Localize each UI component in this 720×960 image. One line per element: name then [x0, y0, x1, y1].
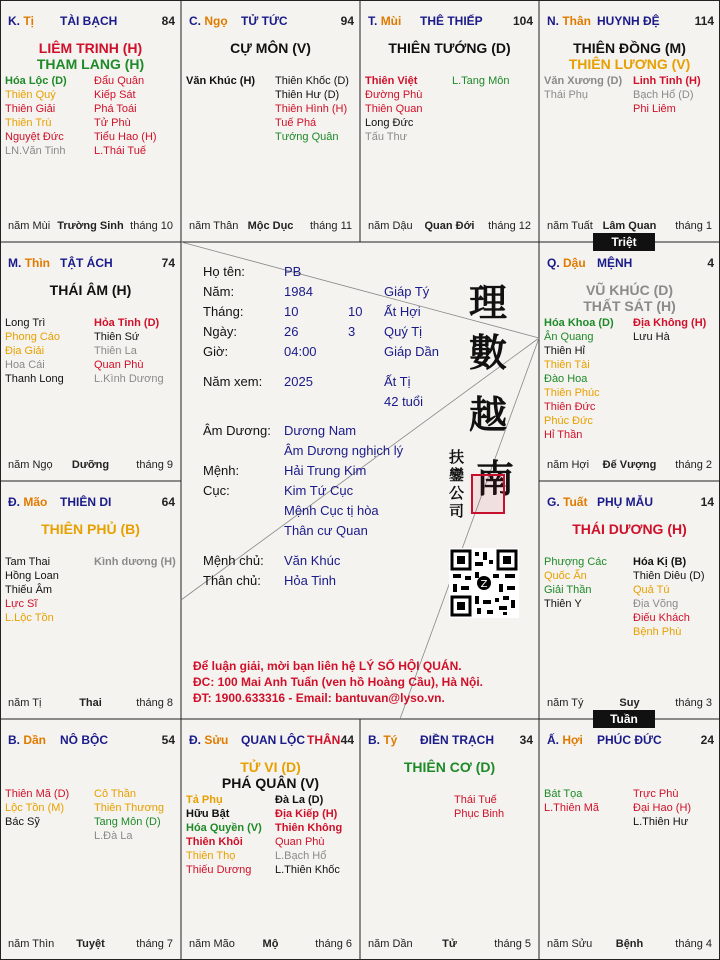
minor-star: Thiên Giải: [5, 103, 56, 115]
minor-star: Phong Cáo: [5, 331, 61, 343]
minor-star: Bệnh Phù: [633, 626, 682, 638]
calligraphy-char-2: 數: [469, 330, 508, 375]
minor-star: L.Đà La: [94, 830, 133, 842]
minor-star: Thiếu Dương: [186, 864, 252, 876]
cell-branch: [547, 733, 583, 747]
life-phase: Suy: [619, 697, 640, 709]
center-info: [181, 242, 539, 718]
left-star-list: [544, 555, 607, 611]
minor-star: Đại Hao (H): [633, 802, 692, 814]
minor-star: Ân Quang: [544, 331, 594, 343]
main-star: THÁI DƯƠNG (H): [572, 521, 687, 537]
minor-star: Hỉ Thần: [544, 429, 583, 441]
minor-star: Thiên Việt: [365, 75, 418, 87]
minor-star: Cô Thần: [94, 788, 136, 800]
branch-name: Dần: [23, 733, 47, 747]
branch-label: Q.: [547, 256, 560, 270]
cuc-value: Kim Tứ Cục: [284, 483, 354, 498]
minor-star: Thiếu Âm: [5, 584, 53, 596]
minor-star: L.Bạch Hổ: [275, 850, 327, 862]
than-chu-value: Hỏa Tinh: [284, 573, 337, 588]
minor-star: Hóa Lộc (D): [5, 75, 67, 87]
branch-label: Ấ.: [547, 733, 559, 747]
palace-cell-ngo: [181, 0, 360, 242]
minor-star: L.Kình Dương: [94, 373, 164, 385]
left-star-list: [186, 74, 255, 88]
major-period-number: 34: [519, 733, 533, 747]
cell-footer: [181, 938, 360, 952]
major-period-number: 24: [700, 733, 714, 747]
minor-star: Quốc Ấn: [544, 570, 587, 582]
branch-name: Ngọ: [204, 14, 228, 28]
can-chi-value: Ất Tị: [384, 374, 411, 389]
minor-star: Long Đức: [365, 117, 414, 129]
palace-name: TỬ TỨC: [241, 14, 288, 28]
cell-month: tháng 7: [136, 938, 173, 950]
minor-star: Long Trì: [5, 317, 46, 329]
minor-star: L.Lộc Tồn: [5, 612, 54, 624]
branch-name: Hợi: [562, 733, 583, 747]
info-label: Tháng:: [203, 304, 244, 319]
svg-text:Z: Z: [480, 579, 488, 590]
main-star: THAM LANG (H): [36, 56, 145, 72]
cell-year: năm Ngọ: [8, 459, 53, 471]
cell-month: tháng 3: [675, 697, 712, 709]
major-period-number: 114: [694, 14, 714, 28]
minor-star: Phá Toái: [94, 103, 137, 115]
minor-star: Đào Hoa: [544, 373, 588, 385]
minor-star: L.Thiên Mã: [544, 802, 600, 814]
calligraphy-char-4: 南: [476, 456, 515, 501]
than-chu-label: Thân chủ:: [203, 573, 261, 588]
left-star-list: [544, 316, 614, 442]
minor-star: Hóa Kị (B): [633, 556, 687, 568]
minor-star: Lưu Hà: [633, 331, 670, 343]
cell-branch: [189, 733, 228, 747]
minor-star: Kình dương (H): [94, 556, 176, 568]
left-star-list: [544, 74, 622, 102]
minor-star: Thiên La: [94, 345, 137, 357]
cuc-label: Cục:: [203, 483, 230, 498]
main-star: VŨ KHÚC (D): [585, 282, 674, 298]
palace-name: NÔ BỘC: [60, 733, 108, 747]
cell-month: tháng 10: [130, 220, 173, 232]
left-star-list: [5, 555, 59, 625]
lunar-value: 3: [348, 324, 356, 339]
info-label: Năm:: [203, 284, 235, 299]
am-duong-note: Âm Dương nghịch lý: [284, 443, 404, 458]
main-star: CỰ MÔN (V): [230, 40, 311, 56]
minor-star: Quan Phù: [94, 359, 144, 371]
triet-tag: Triệt: [593, 233, 655, 251]
info-value: 1984: [284, 284, 313, 299]
cell-month: tháng 8: [136, 697, 173, 709]
branch-label: N.: [547, 14, 559, 28]
branch-name: Tị: [23, 14, 35, 28]
minor-star: Thiên Hỉ: [544, 345, 585, 357]
minor-star: Nguyệt Đức: [5, 131, 64, 143]
calligraphy-char-1: 理: [469, 280, 508, 325]
minor-star: Hóa Khoa (D): [544, 317, 614, 329]
minor-star: Phúc Đức: [544, 415, 593, 427]
branch-label: T.: [368, 14, 378, 28]
branch-name: Mão: [23, 495, 48, 509]
minor-star: Linh Tinh (H): [633, 75, 701, 87]
palace-cell-than: [539, 0, 720, 242]
major-period-number: 104: [512, 14, 533, 28]
minor-star: Lộc Tồn (M): [5, 802, 65, 814]
palace-cell-ti: [0, 0, 181, 242]
contact-line-2: ĐC: 100 Mai Anh Tuấn (ven hồ Hoàng Cầu), Hà Nội.: [193, 675, 484, 689]
minor-star: Thiên Khôi: [186, 836, 243, 848]
cell-month: tháng 11: [309, 220, 352, 232]
minor-star: Hỏa Tinh (D): [94, 317, 160, 329]
palace-name: THIÊN DI: [60, 495, 112, 509]
branch-name: Thìn: [24, 256, 51, 270]
can-chi-value: Ất Hợi: [384, 304, 421, 319]
cell-branch: [8, 256, 50, 270]
cell-year: năm Thìn: [8, 938, 55, 950]
tuan-tag: Tuần: [593, 710, 655, 728]
minor-star: Đường Phù: [365, 89, 423, 101]
minor-star: Phục Binh: [454, 808, 505, 820]
cell-branch: [189, 14, 228, 28]
life-phase: Thai: [79, 697, 102, 709]
life-phase: Trường Sinh: [57, 220, 124, 232]
cell-footer: [0, 459, 181, 473]
minor-star: Bạch Hổ (D): [633, 89, 694, 101]
info-value: 04:00: [284, 344, 317, 359]
minor-star: Tang Môn (D): [94, 816, 161, 828]
cell-footer: [360, 938, 539, 952]
cell-year: năm Tị: [8, 697, 42, 709]
minor-star: Bát Tọa: [544, 788, 583, 800]
palace-name: HUYNH ĐỆ: [597, 14, 660, 28]
cell-footer: [181, 220, 360, 234]
minor-star: Văn Khúc (H): [186, 75, 256, 87]
life-phase: Đế Vượng: [602, 459, 657, 471]
palace-name: TÀI BẠCH: [60, 14, 118, 28]
branch-label: G.: [547, 495, 560, 509]
cell-year: năm Sửu: [547, 938, 593, 950]
major-period-number: 64: [161, 495, 175, 509]
major-period-number: 74: [161, 256, 175, 270]
minor-star: L.Thiên Khốc: [275, 864, 340, 876]
palace-cell-mao: [0, 481, 181, 719]
minor-star: Thiên Tài: [544, 359, 590, 371]
minor-star: Phượng Các: [544, 556, 607, 568]
major-period-number: 84: [161, 14, 175, 28]
info-label: Giờ:: [203, 344, 229, 359]
minor-star: Văn Xương (D): [544, 75, 623, 87]
major-period-number: 94: [340, 14, 354, 28]
red-seal: [471, 474, 505, 514]
qr-code-icon: [449, 548, 519, 618]
menh-chu-label: Mệnh chủ:: [203, 553, 264, 568]
right-star-list: [275, 793, 342, 877]
minor-star: Tam Thai: [5, 556, 51, 568]
minor-star: Đẩu Quân: [94, 75, 145, 87]
minor-star: Tử Phù: [94, 117, 131, 129]
minor-star: LN.Văn Tinh: [5, 145, 66, 157]
info-value: 26: [284, 324, 299, 339]
palace-cell-hoi: [539, 719, 720, 960]
palace-cell-thin: [0, 242, 181, 481]
branch-name: Tuất: [563, 495, 588, 509]
cell-branch: [547, 256, 586, 270]
cell-branch: [368, 14, 401, 28]
right-star-list: [94, 787, 164, 843]
info-label: Ngày:: [203, 324, 237, 339]
minor-star: Địa Không (H): [633, 317, 707, 329]
cell-month: tháng 1: [675, 220, 712, 232]
can-chi-value: 42 tuổi: [384, 394, 424, 409]
minor-star: Đà La (D): [275, 794, 324, 806]
life-phase: Lâm Quan: [602, 220, 657, 232]
right-star-list: [633, 787, 691, 829]
cell-year: năm Tý: [547, 697, 584, 709]
branch-name: Mùi: [380, 14, 402, 28]
cell-footer: [539, 697, 720, 711]
can-chi-value: Quý Tị: [384, 324, 423, 339]
cell-branch: [8, 495, 47, 509]
minor-star: Thiên Quan: [365, 103, 423, 115]
minor-star: Thiên Y: [544, 598, 582, 610]
palace-cell-dan: [0, 719, 181, 960]
branch-name: Tý: [383, 733, 398, 747]
minor-star: L.Thái Tuế: [94, 145, 146, 157]
cell-month: tháng 12: [488, 220, 531, 232]
can-chi-value: Giáp Tý: [384, 284, 430, 299]
minor-star: Thiên Trù: [5, 117, 52, 129]
minor-star: Tấu Thư: [365, 131, 408, 143]
life-phase: Bệnh: [615, 938, 644, 950]
info-value: 10: [284, 304, 299, 319]
minor-star: Thiên Hình (H): [275, 103, 348, 115]
right-star-list: [454, 793, 504, 821]
main-star: TỬ VI (D): [240, 759, 301, 775]
info-value: 2025: [284, 374, 313, 389]
cell-footer: [0, 697, 181, 711]
minor-star: L.Tang Môn: [452, 75, 510, 87]
minor-star: Địa Võng: [633, 598, 679, 610]
cell-footer: [0, 938, 181, 952]
minor-star: Thái Tuế: [454, 794, 497, 806]
branch-label: B.: [8, 733, 20, 747]
cell-branch: [547, 495, 587, 509]
main-star: THIÊN ĐỒNG (M): [573, 40, 686, 56]
cell-branch: [368, 733, 397, 747]
minor-star: Hữu Bật: [186, 808, 230, 820]
right-star-list: [94, 316, 164, 386]
cell-year: năm Tuất: [547, 220, 593, 232]
menh-label: Mệnh:: [203, 463, 240, 478]
lunar-value: 10: [348, 304, 363, 319]
minor-star: Tiểu Hao (H): [94, 131, 157, 143]
contact-line-3: ĐT: 1900.633316 - Email: bantuvan@lyso.vn.: [193, 691, 445, 705]
palace-cell-dau: [539, 242, 720, 481]
left-star-list: [5, 316, 64, 386]
minor-star: L.Thiên Hư: [633, 816, 689, 828]
palace-name: THÊ THIẾP: [420, 14, 483, 28]
palace-cell-mui: [360, 0, 539, 242]
cell-footer: [0, 220, 181, 234]
minor-star: Hoa Cái: [5, 359, 45, 371]
main-star: PHÁ QUÂN (V): [221, 775, 320, 791]
cell-year: năm Dần: [368, 938, 413, 950]
cell-month: tháng 6: [315, 938, 352, 950]
info-label: Họ tên:: [203, 264, 245, 279]
minor-star: Quan Phù: [275, 836, 325, 848]
branch-label: C.: [189, 14, 201, 28]
minor-star: Thiên Thương: [94, 802, 165, 814]
right-star-list: [275, 74, 349, 144]
small-chars: 扶鑾公司: [449, 448, 465, 520]
cell-branch: [547, 14, 591, 28]
left-star-list: [365, 74, 422, 144]
minor-star: Thiên Đức: [544, 401, 596, 413]
palace-cell-suu: [181, 719, 360, 960]
am-duong-label: Âm Dương:: [203, 423, 271, 438]
minor-star: Thiên Diêu (D): [633, 570, 705, 582]
minor-star: Địa Giải: [5, 345, 45, 357]
minor-star: Thiên Mã (D): [5, 788, 70, 800]
left-star-list: [186, 793, 262, 877]
cell-year: năm Mùi: [8, 220, 51, 232]
branch-name: Dậu: [563, 256, 586, 270]
right-star-list: [633, 555, 705, 639]
cell-month: tháng 4: [675, 938, 712, 950]
minor-star: Thiên Thọ: [186, 850, 236, 862]
life-phase: Dưỡng: [71, 459, 110, 471]
minor-star: Hóa Quyền (V): [186, 822, 262, 834]
minor-star: Thiên Phúc: [544, 387, 600, 399]
cuc-note-2: Thân cư Quan: [284, 523, 368, 538]
minor-star: Hồng Loan: [5, 570, 59, 582]
palace-name: PHỤ MẪU: [597, 495, 653, 509]
cell-footer: [360, 220, 539, 234]
left-star-list: [5, 787, 69, 829]
can-chi-value: Giáp Dần: [384, 344, 439, 359]
palace-name: QUAN LỘC: [241, 733, 305, 747]
left-star-list: [544, 787, 599, 815]
info-value: PB: [284, 264, 302, 279]
palace-cell-ty: [360, 719, 539, 960]
main-star: THẤT SÁT (H): [583, 298, 676, 314]
branch-label: K.: [8, 14, 20, 28]
minor-star: Thiên Sứ: [94, 331, 140, 343]
right-star-list: [94, 74, 157, 158]
branch-label: B.: [368, 733, 380, 747]
minor-star: Địa Kiếp (H): [275, 808, 338, 820]
minor-star: Phi Liêm: [633, 103, 676, 115]
major-period-number: 44: [340, 733, 354, 747]
menh-value: Hải Trung Kim: [284, 463, 367, 478]
minor-star: Trực Phù: [633, 788, 679, 800]
life-phase: Mộ: [262, 938, 279, 950]
minor-star: Lực Sĩ: [5, 598, 38, 610]
branch-name: Sửu: [204, 733, 229, 747]
main-star: THIÊN TƯỚNG (D): [388, 40, 511, 56]
than-marker: THÂN: [307, 733, 341, 747]
life-phase: Quan Đới: [424, 220, 475, 232]
cell-footer: [539, 938, 720, 952]
cell-branch: [8, 14, 34, 28]
minor-star: Thái Phụ: [544, 89, 589, 101]
cell-month: tháng 5: [494, 938, 531, 950]
cell-year: năm Thân: [189, 220, 239, 232]
major-period-number: 54: [161, 733, 175, 747]
menh-chu-value: Văn Khúc: [284, 553, 341, 568]
cell-footer: [539, 459, 720, 473]
minor-star: Bác Sỹ: [5, 816, 40, 828]
minor-star: Tướng Quân: [275, 131, 339, 143]
contact-line-1: Để luận giải, mời bạn liên hệ LÝ SỐ HỘI QUÁN.: [193, 659, 462, 673]
major-period-number: 14: [700, 495, 714, 509]
cell-year: năm Hợi: [547, 459, 590, 471]
minor-star: Tuế Phá: [275, 117, 317, 129]
minor-star: Thanh Long: [5, 373, 64, 385]
minor-star: Điếu Khách: [633, 612, 690, 624]
left-star-list: [5, 74, 67, 158]
right-star-list: [452, 74, 509, 88]
right-star-list: [633, 316, 706, 344]
cell-year: năm Dậu: [368, 220, 413, 232]
right-star-list: [633, 74, 701, 116]
minor-star: Thiên Khốc (D): [275, 75, 349, 87]
branch-label: M.: [8, 256, 22, 270]
cell-month: tháng 9: [136, 459, 173, 471]
minor-star: Quả Tú: [633, 584, 670, 596]
right-star-list: [94, 555, 176, 569]
info-label: Năm xem:: [203, 374, 263, 389]
cell-month: tháng 2: [675, 459, 712, 471]
major-period-number: 4: [707, 256, 714, 270]
life-phase: Tử: [442, 938, 457, 950]
main-star: LIÊM TRINH (H): [38, 40, 143, 56]
cuc-note-1: Mệnh Cục tị hòa: [284, 503, 379, 518]
minor-star: Thiên Quý: [5, 89, 56, 101]
life-phase: Mộc Dục: [247, 220, 294, 232]
main-star: THIÊN PHỦ (B): [41, 521, 140, 537]
branch-label: Đ.: [189, 733, 201, 747]
calligraphy-char-3: 越: [469, 392, 508, 437]
minor-star: Kiếp Sát: [94, 89, 136, 101]
branch-name: Thân: [562, 14, 592, 28]
cell-year: năm Mão: [189, 938, 235, 950]
life-phase: Tuyệt: [76, 938, 105, 950]
main-star: THIÊN CƠ (D): [403, 759, 496, 775]
minor-star: Giải Thần: [544, 584, 592, 596]
cell-footer: [539, 220, 720, 234]
branch-label: Đ.: [8, 495, 20, 509]
palace-name: PHÚC ĐỨC: [597, 733, 662, 747]
palace-cell-tuat: [539, 481, 720, 719]
cell-branch: [8, 733, 46, 747]
main-star: THÁI ÂM (H): [49, 282, 132, 298]
palace-name: ĐIỀN TRẠCH: [420, 733, 494, 747]
minor-star: Thiên Không: [275, 822, 343, 834]
palace-name: MỆNH: [597, 256, 633, 270]
minor-star: Thiên Hư (D): [275, 89, 340, 101]
minor-star: Tả Phụ: [186, 794, 223, 806]
am-duong-value: Dương Nam: [284, 423, 357, 438]
palace-name: TẬT ÁCH: [60, 256, 113, 270]
main-star: THIÊN LƯƠNG (V): [568, 56, 691, 72]
